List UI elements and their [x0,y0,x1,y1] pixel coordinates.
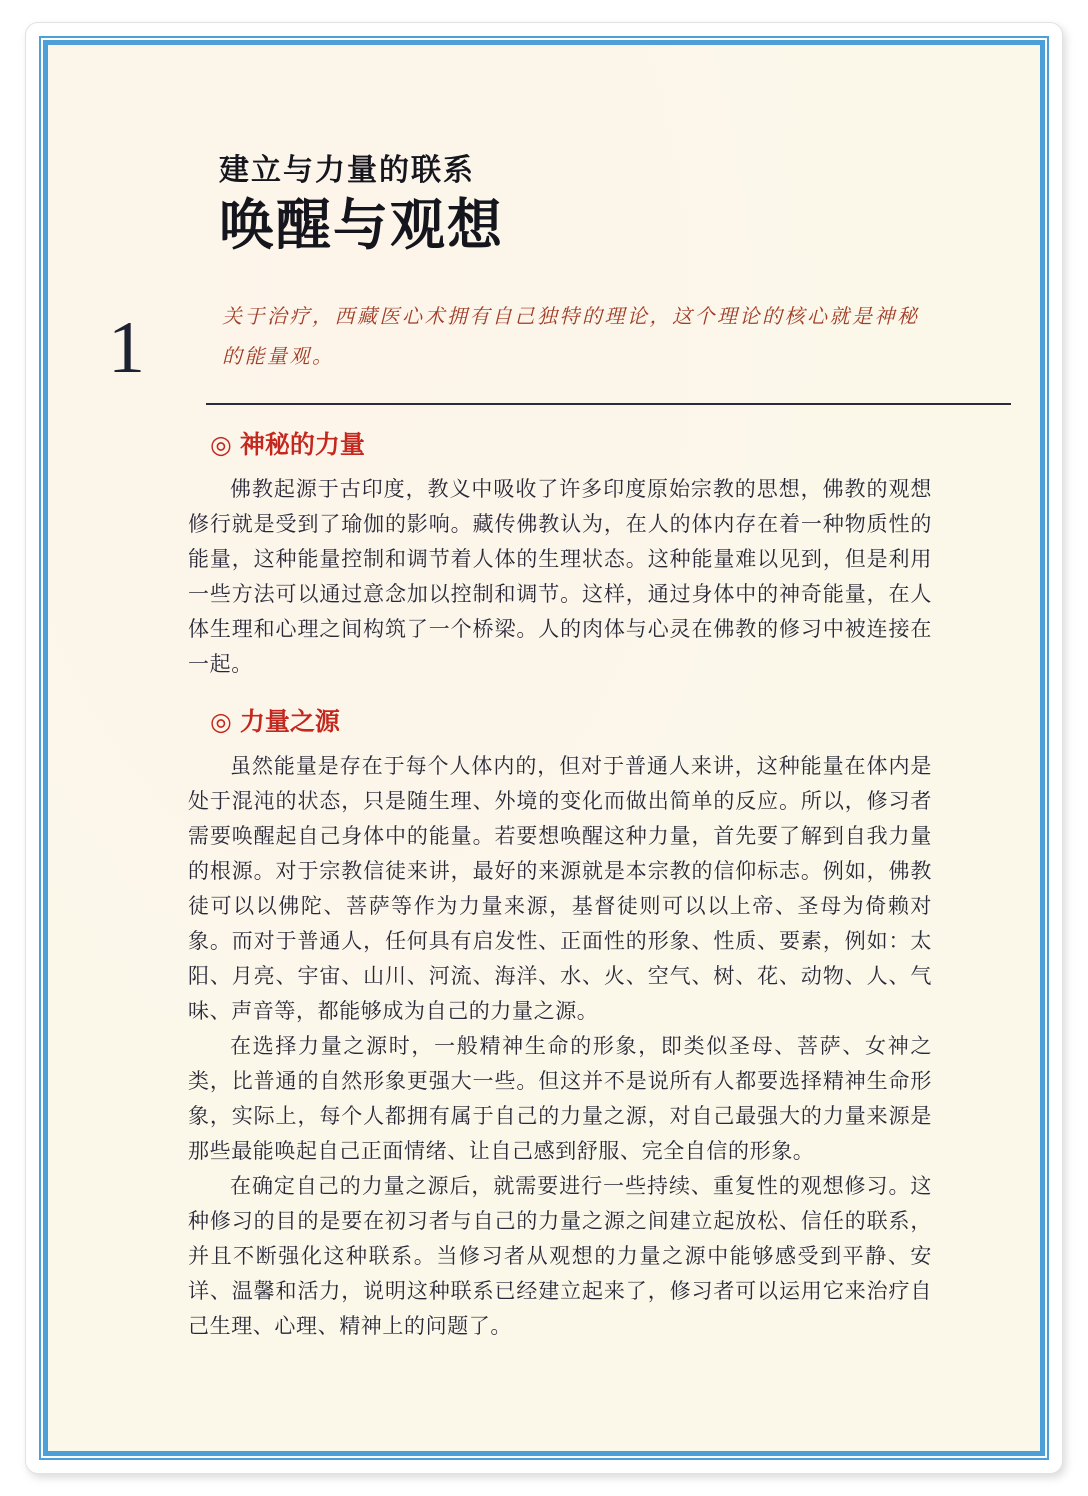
section-heading-mystic-power [210,430,932,460]
book-page-card [25,22,1063,1474]
bullseye-icon: ◎ [210,430,232,459]
paragraph: 在选择力量之源时，一般精神生命的形象，即类似圣母、菩萨、女神之类，比普通的自然形象更强大一些。但这并不是说所有人都要选择精神生命形象，实际上，每个人都拥有属于自己的力量之源，对自己最强大的力量来源是那些最能唤起自己正面情绪、让自己感到舒服、完全自信的形象。 [188,1033,932,1163]
chapter-kicker: 建立与力量的联系 [219,154,475,187]
divider-line [206,403,1011,405]
section-heading-power-source [210,707,932,737]
page-content [48,45,1040,1451]
decorative-border-outer [39,36,1049,1460]
body-text-block [188,430,932,1344]
paragraph: 虽然能量是存在于每个人体内的，但对于普通人来讲，这种能量在体内是处于混沌的状态，只是随生理、外境的变化而做出简单的反应。所以，修习者需要唤醒起自己身体中的能量。若要想唤醒这种力量，首先要了解到自我力量的根源。对于宗教信徒来讲，最好的来源就是本宗教的信仰标志。例如，佛教徒可以以佛陀、菩萨等作为力量来源，基督徒则可以以上帝、圣母为倚赖对象。而对于普通人，任何具有启发性、正面性的形象、性质、要素，例如：太阳、月亮、宇宙、山川、河流、海洋、水、火、空气、树、花、动物、人、气味、声音等，都能够成为自己的力量之源。 [188,753,932,1023]
section-heading-text: 神秘的力量 [239,430,365,459]
page-title: 唤醒与观想 [219,195,505,256]
title-block [219,45,1040,257]
section-heading-text: 力量之源 [239,707,340,736]
decorative-border-inner [43,40,1045,1456]
bullseye-icon: ◎ [210,707,232,736]
intro-text: 关于治疗，西藏医心术拥有自己独特的理论，这个理论的核心就是神秘的能量观。 [222,305,920,368]
chapter-number: 1 [108,307,145,389]
paragraph: 佛教起源于古印度，教义中吸收了许多印度原始宗教的思想，佛教的观想修行就是受到了瑜伽的影响。藏传佛教认为，在人的体内存在着一种物质性的能量，这种能量控制和调节着人体的生理状态。这种能量难以见到，但是利用一些方法可以通过意念加以控制和调节。这样，通过身体中的神奇能量，在人体生理和心理之间构筑了一个桥梁。人的肉体与心灵在佛教的修习中被连接在一起。 [188,476,932,676]
paragraph: 在确定自己的力量之源后，就需要进行一些持续、重复性的观想修习。这种修习的目的是要在初习者与自己的力量之源之间建立起放松、信任的联系，并且不断强化这种联系。当修习者从观想的力量之源中能够感受到平静、安详、温馨和活力，说明这种联系已经建立起来了，修习者可以运用它来治疗自己生理、心理、精神上的问题了。 [188,1173,932,1338]
